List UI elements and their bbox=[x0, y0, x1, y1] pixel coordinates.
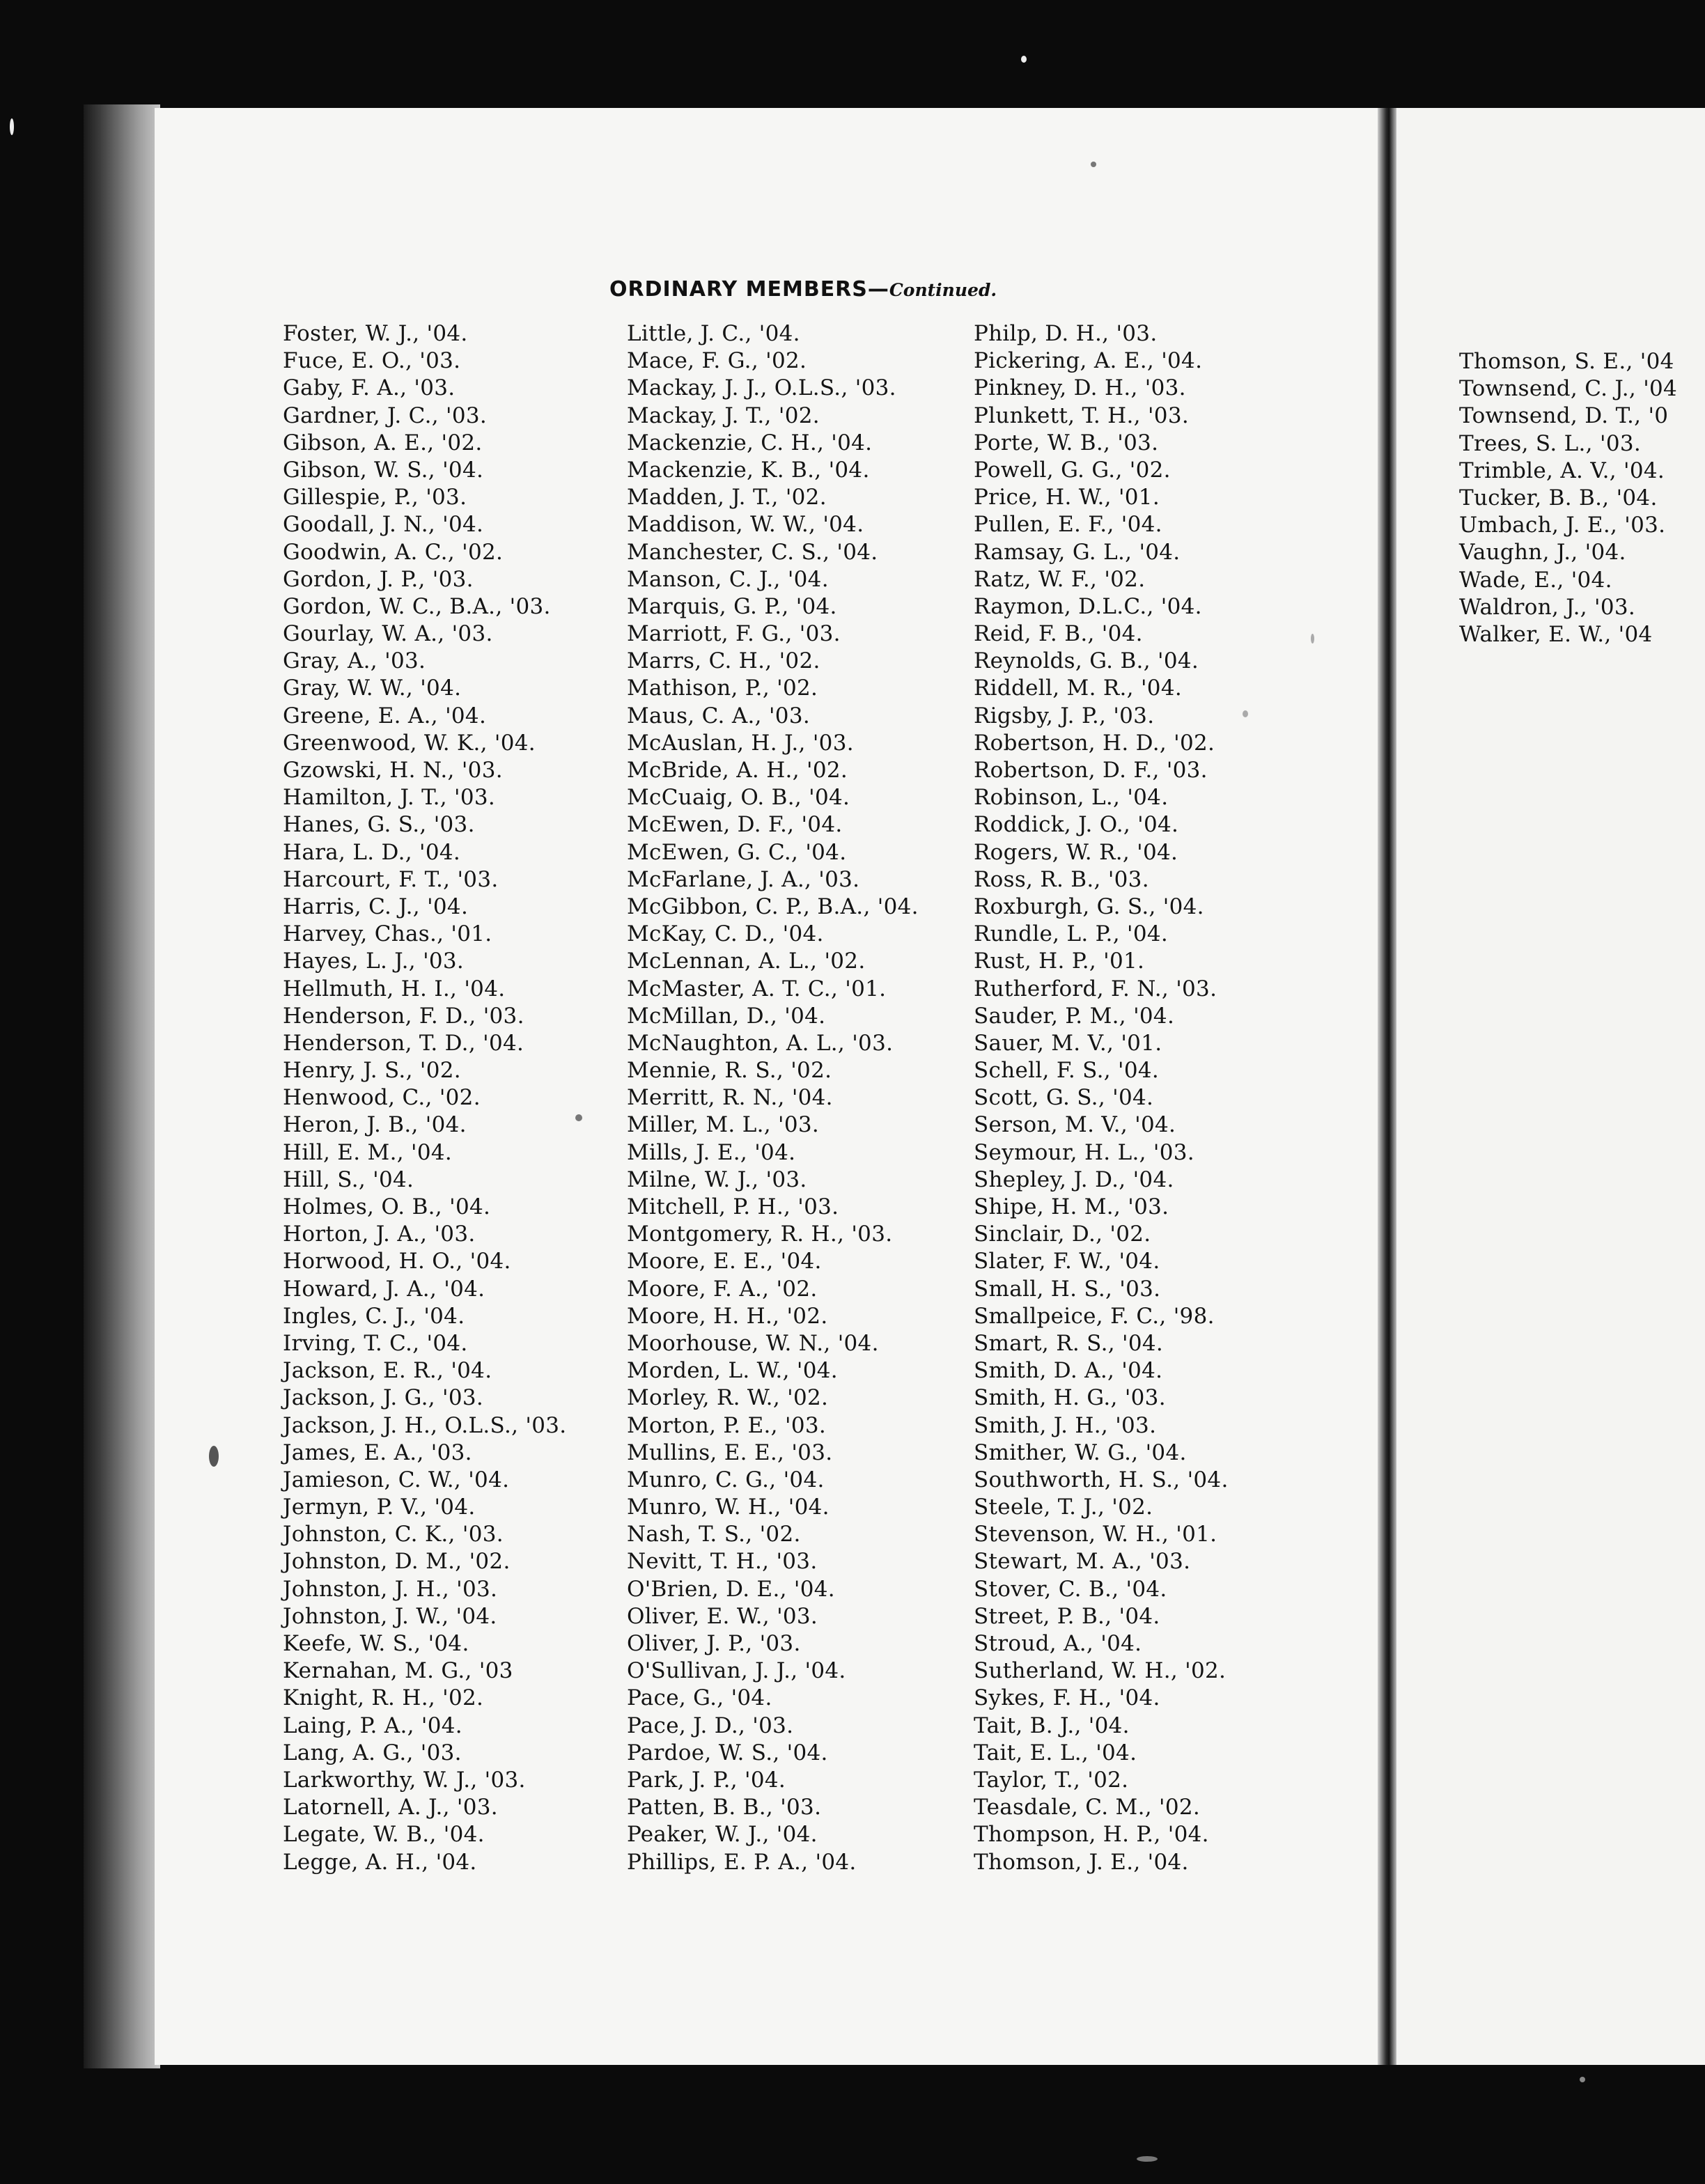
member-entry: Patten, B. B., '03. bbox=[627, 1795, 822, 1820]
member-entry: Gibson, W. S., '04. bbox=[283, 457, 484, 483]
member-entry: McNaughton, A. L., '03. bbox=[627, 1030, 894, 1056]
member-entry: Pickering, A. E., '04. bbox=[974, 348, 1203, 374]
member-entry: Laing, P. A., '04. bbox=[283, 1713, 462, 1738]
member-entry: Moorhouse, W. N., '04. bbox=[627, 1330, 879, 1356]
member-entry: Mills, J. E., '04. bbox=[627, 1139, 796, 1165]
member-entry: Jackson, J. H., O.L.S., '03. bbox=[283, 1412, 567, 1438]
film-mark bbox=[10, 118, 14, 135]
member-entry: Jackson, E. R., '04. bbox=[283, 1358, 492, 1384]
member-entry: Stroud, A., '04. bbox=[974, 1631, 1142, 1656]
member-entry: Marquis, G. P., '04. bbox=[627, 593, 837, 619]
member-entry: Gordon, J. P., '03. bbox=[283, 566, 474, 592]
member-entry: Porte, W. B., '03. bbox=[974, 430, 1159, 455]
member-entry: Umbach, J. E., '03. bbox=[1459, 513, 1666, 538]
film-mark bbox=[1021, 56, 1027, 63]
member-entry: Sutherland, W. H., '02. bbox=[974, 1658, 1227, 1684]
member-entry: Thompson, H. P., '04. bbox=[974, 1822, 1209, 1848]
member-entry: Johnston, J. W., '04. bbox=[283, 1603, 497, 1629]
member-entry: Gray, W. W., '04. bbox=[283, 676, 462, 701]
member-entry: Plunkett, T. H., '03. bbox=[974, 403, 1190, 428]
member-entry: Marriott, F. G., '03. bbox=[627, 621, 841, 647]
member-entry: Gardner, J. C., '03. bbox=[283, 403, 488, 428]
member-entry: Tait, E. L., '04. bbox=[974, 1740, 1137, 1765]
member-entry: Rogers, W. R., '04. bbox=[974, 839, 1178, 865]
member-entry: Thomson, J. E., '04. bbox=[974, 1849, 1189, 1875]
member-entry: Greenwood, W. K., '04. bbox=[283, 730, 536, 756]
member-entry: Hara, L. D., '04. bbox=[283, 839, 461, 865]
member-entry: Mackenzie, K. B., '04. bbox=[627, 457, 870, 483]
member-entry: Moore, E. E., '04. bbox=[627, 1249, 822, 1274]
member-entry: Legge, A. H., '04. bbox=[283, 1849, 477, 1875]
heading-continued: Continued. bbox=[889, 280, 997, 300]
member-entry: Merritt, R. N., '04. bbox=[627, 1085, 833, 1111]
member-entry: James, E. A., '03. bbox=[283, 1440, 472, 1465]
member-entry: Greene, E. A., '04. bbox=[283, 703, 487, 728]
member-entry: Morton, P. E., '03. bbox=[627, 1412, 827, 1438]
member-entry: Hellmuth, H. I., '04. bbox=[283, 976, 506, 1001]
member-entry: Foster, W. J., '04. bbox=[283, 321, 468, 346]
member-entry: Tait, B. J., '04. bbox=[974, 1713, 1130, 1738]
member-entry: McMaster, A. T. C., '01. bbox=[627, 976, 887, 1001]
speck bbox=[209, 1446, 219, 1467]
member-entry: Johnston, D. M., '02. bbox=[283, 1549, 511, 1575]
member-entry: Pace, G., '04. bbox=[627, 1685, 772, 1711]
member-entry: Price, H. W., '01. bbox=[974, 485, 1160, 510]
member-entry: Hill, E. M., '04. bbox=[283, 1139, 453, 1165]
member-entry: Mathison, P., '02. bbox=[627, 676, 818, 701]
member-entry: Reynolds, G. B., '04. bbox=[974, 648, 1199, 674]
member-entry: Trimble, A. V., '04. bbox=[1459, 458, 1665, 483]
member-entry: Seymour, H. L., '03. bbox=[974, 1139, 1194, 1165]
member-entry: Smith, J. H., '03. bbox=[974, 1412, 1157, 1438]
member-entry: Townsend, C. J., '04 bbox=[1459, 376, 1678, 402]
member-entry: Latornell, A. J., '03. bbox=[283, 1795, 498, 1820]
member-entry: Henderson, F. D., '03. bbox=[283, 1003, 524, 1029]
member-entry: Jackson, J. G., '03. bbox=[283, 1385, 484, 1411]
member-entry: Park, J. P., '04. bbox=[627, 1767, 786, 1793]
member-entry: Tucker, B. B., '04. bbox=[1459, 485, 1658, 510]
member-entry: Moore, H. H., '02. bbox=[627, 1303, 828, 1329]
member-entry: Knight, R. H., '02. bbox=[283, 1685, 484, 1711]
member-entry: Sauder, P. M., '04. bbox=[974, 1003, 1175, 1029]
member-entry: Henwood, C., '02. bbox=[283, 1085, 481, 1111]
member-entry: Townsend, D. T., '0 bbox=[1459, 403, 1669, 429]
member-entry: Ross, R. B., '03. bbox=[974, 866, 1149, 892]
member-entry: Stevenson, W. H., '01. bbox=[974, 1522, 1217, 1547]
member-entry: Horton, J. A., '03. bbox=[283, 1222, 476, 1247]
heading-main: ORDINARY MEMBERS— bbox=[609, 277, 889, 302]
member-entry: Stewart, M. A., '03. bbox=[974, 1549, 1191, 1575]
member-entry: Maddison, W. W., '04. bbox=[627, 512, 864, 538]
member-entry: Stover, C. B., '04. bbox=[974, 1576, 1167, 1602]
member-entry: McFarlane, J. A., '03. bbox=[627, 866, 860, 892]
member-entry: Walker, E. W., '04 bbox=[1459, 621, 1653, 647]
member-entry: Keefe, W. S., '04. bbox=[283, 1631, 469, 1656]
member-entry: Lang, A. G., '03. bbox=[283, 1740, 462, 1765]
member-entry: Milne, W. J., '03. bbox=[627, 1167, 807, 1192]
member-entry: Sykes, F. H., '04. bbox=[974, 1685, 1160, 1711]
member-entry: Hayes, L. J., '03. bbox=[283, 949, 465, 974]
member-entry: Johnston, J. H., '03. bbox=[283, 1576, 498, 1602]
member-entry: Ingles, C. J., '04. bbox=[283, 1303, 465, 1329]
member-entry: Shipe, H. M., '03. bbox=[974, 1194, 1169, 1219]
member-column-3 bbox=[974, 320, 1229, 1876]
member-entry: Wade, E., '04. bbox=[1459, 567, 1612, 593]
member-entry: Smither, W. G., '04. bbox=[974, 1440, 1187, 1465]
member-entry: Rigsby, J. P., '03. bbox=[974, 703, 1155, 728]
member-entry: Harris, C. J., '04. bbox=[283, 894, 469, 919]
member-entry: Hill, S., '04. bbox=[283, 1167, 414, 1192]
member-entry: Taylor, T., '02. bbox=[974, 1767, 1129, 1793]
member-entry: Harcourt, F. T., '03. bbox=[283, 866, 499, 892]
book-gutter bbox=[1378, 108, 1396, 2065]
member-entry: Roxburgh, G. S., '04. bbox=[974, 894, 1204, 919]
member-entry: Trees, S. L., '03. bbox=[1459, 430, 1642, 456]
member-entry: Nash, T. S., '02. bbox=[627, 1522, 801, 1547]
member-entry: Phillips, E. P. A., '04. bbox=[627, 1849, 857, 1875]
member-entry: McKay, C. D., '04. bbox=[627, 921, 824, 947]
member-entry: Mitchell, P. H., '03. bbox=[627, 1194, 839, 1219]
member-entry: Mennie, R. S., '02. bbox=[627, 1058, 832, 1084]
member-entry: Waldron, J., '03. bbox=[1459, 594, 1636, 620]
member-entry: McEwen, D. F., '04. bbox=[627, 812, 843, 838]
member-entry: Serson, M. V., '04. bbox=[974, 1112, 1176, 1138]
member-entry: Hamilton, J. T., '03. bbox=[283, 785, 496, 811]
member-entry: Powell, G. G., '02. bbox=[974, 457, 1171, 483]
member-entry: Horwood, H. O., '04. bbox=[283, 1249, 511, 1274]
member-entry: McBride, A. H., '02. bbox=[627, 758, 848, 783]
member-entry: Mackay, J. J., O.L.S., '03. bbox=[627, 375, 896, 401]
member-column-4 bbox=[1459, 348, 1677, 648]
member-entry: Goodwin, A. C., '02. bbox=[283, 539, 504, 565]
member-entry: Sauer, M. V., '01. bbox=[974, 1030, 1162, 1056]
member-column-2 bbox=[627, 320, 919, 1876]
member-entry: Hanes, G. S., '03. bbox=[283, 812, 475, 838]
member-entry: Kernahan, M. G., '03 bbox=[283, 1658, 513, 1684]
member-entry: Maus, C. A., '03. bbox=[627, 703, 810, 728]
member-entry: Southworth, H. S., '04. bbox=[974, 1467, 1229, 1492]
member-entry: Pinkney, D. H., '03. bbox=[974, 375, 1186, 401]
member-entry: Irving, T. C., '04. bbox=[283, 1330, 468, 1356]
member-entry: Reid, F. B., '04. bbox=[974, 621, 1143, 647]
member-entry: Munro, C. G., '04. bbox=[627, 1467, 825, 1492]
member-entry: Peaker, W. J., '04. bbox=[627, 1822, 818, 1848]
member-entry: Raymon, D.L.C., '04. bbox=[974, 593, 1202, 619]
member-entry: Jamieson, C. W., '04. bbox=[283, 1467, 510, 1492]
member-entry: Nevitt, T. H., '03. bbox=[627, 1549, 818, 1575]
member-entry: Manchester, C. S., '04. bbox=[627, 539, 878, 565]
member-entry: Gillespie, P., '03. bbox=[283, 485, 467, 510]
member-entry: Harvey, Chas., '01. bbox=[283, 921, 492, 947]
speck bbox=[575, 1114, 582, 1121]
member-entry: O'Sullivan, J. J., '04. bbox=[627, 1658, 846, 1684]
speck bbox=[1311, 634, 1314, 644]
member-entry: Gaby, F. A., '03. bbox=[283, 375, 456, 401]
member-entry: Oliver, E. W., '03. bbox=[627, 1603, 818, 1629]
member-entry: Schell, F. S., '04. bbox=[974, 1058, 1160, 1084]
member-entry: Ratz, W. F., '02. bbox=[974, 566, 1146, 592]
member-entry: Scott, G. S., '04. bbox=[974, 1085, 1154, 1111]
film-mark bbox=[1137, 2156, 1158, 2162]
member-entry: Morden, L. W., '04. bbox=[627, 1358, 838, 1384]
member-entry: Pardoe, W. S., '04. bbox=[627, 1740, 828, 1765]
member-entry: Slater, F. W., '04. bbox=[974, 1249, 1160, 1274]
member-entry: McGibbon, C. P., B.A., '04. bbox=[627, 894, 919, 919]
member-entry: Robertson, H. D., '02. bbox=[974, 730, 1215, 756]
member-entry: Moore, F. A., '02. bbox=[627, 1276, 818, 1302]
member-entry: Mullins, E. E., '03. bbox=[627, 1440, 833, 1465]
member-entry: Teasdale, C. M., '02. bbox=[974, 1795, 1201, 1820]
page-stack-edge bbox=[84, 104, 160, 2068]
member-entry: Mackenzie, C. H., '04. bbox=[627, 430, 873, 455]
member-entry: Manson, C. J., '04. bbox=[627, 566, 829, 592]
member-entry: Fuce, E. O., '03. bbox=[283, 348, 461, 374]
member-entry: Henderson, T. D., '04. bbox=[283, 1030, 524, 1056]
member-entry: Marrs, C. H., '02. bbox=[627, 648, 820, 674]
member-entry: Morley, R. W., '02. bbox=[627, 1385, 829, 1411]
member-entry: Sinclair, D., '02. bbox=[974, 1222, 1151, 1247]
member-entry: Philp, D. H., '03. bbox=[974, 321, 1158, 346]
member-entry: Smart, R. S., '04. bbox=[974, 1330, 1164, 1356]
member-entry: Munro, W. H., '04. bbox=[627, 1495, 830, 1520]
member-entry: Heron, J. B., '04. bbox=[283, 1112, 467, 1138]
member-entry: Little, J. C., '04. bbox=[627, 321, 800, 346]
member-entry: Jermyn, P. V., '04. bbox=[283, 1495, 476, 1520]
member-entry: Mackay, J. T., '02. bbox=[627, 403, 820, 428]
member-entry: Vaughn, J., '04. bbox=[1459, 540, 1626, 566]
member-entry: Holmes, O. B., '04. bbox=[283, 1194, 491, 1219]
member-entry: Smith, D. A., '04. bbox=[974, 1358, 1163, 1384]
member-entry: Gibson, A. E., '02. bbox=[283, 430, 483, 455]
member-entry: Ramsay, G. L., '04. bbox=[974, 539, 1181, 565]
member-entry: Gordon, W. C., B.A., '03. bbox=[283, 593, 551, 619]
member-column-1 bbox=[283, 320, 566, 1876]
member-entry: Riddell, M. R., '04. bbox=[974, 676, 1183, 701]
member-entry: McEwen, G. C., '04. bbox=[627, 839, 847, 865]
member-entry: Madden, J. T., '02. bbox=[627, 485, 827, 510]
member-entry: Legate, W. B., '04. bbox=[283, 1822, 485, 1848]
member-entry: Pace, J. D., '03. bbox=[627, 1713, 794, 1738]
page-heading bbox=[609, 277, 997, 302]
speck bbox=[1243, 710, 1248, 717]
member-entry: Pullen, E. F., '04. bbox=[974, 512, 1162, 538]
member-entry: Goodall, J. N., '04. bbox=[283, 512, 484, 538]
member-entry: Oliver, J. P., '03. bbox=[627, 1631, 801, 1656]
member-entry: Rust, H. P., '01. bbox=[974, 949, 1145, 974]
member-entry: Mace, F. G., '02. bbox=[627, 348, 807, 374]
speck bbox=[1580, 2077, 1585, 2082]
speck bbox=[1091, 162, 1096, 167]
member-entry: Robertson, D. F., '03. bbox=[974, 758, 1208, 783]
member-entry: McMillan, D., '04. bbox=[627, 1003, 826, 1029]
member-entry: Gzowski, H. N., '03. bbox=[283, 758, 503, 783]
member-entry: Roddick, J. O., '04. bbox=[974, 812, 1179, 838]
member-entry: Larkworthy, W. J., '03. bbox=[283, 1767, 526, 1793]
member-entry: Rutherford, F. N., '03. bbox=[974, 976, 1217, 1001]
member-entry: Montgomery, R. H., '03. bbox=[627, 1222, 893, 1247]
member-entry: Gourlay, W. A., '03. bbox=[283, 621, 493, 647]
member-entry: Small, H. S., '03. bbox=[974, 1276, 1161, 1302]
member-entry: Henry, J. S., '02. bbox=[283, 1058, 461, 1084]
member-entry: Smith, H. G., '03. bbox=[974, 1385, 1166, 1411]
member-entry: Gray, A., '03. bbox=[283, 648, 426, 674]
member-entry: McCuaig, O. B., '04. bbox=[627, 785, 850, 811]
member-entry: O'Brien, D. E., '04. bbox=[627, 1576, 835, 1602]
member-entry: Street, P. B., '04. bbox=[974, 1603, 1160, 1629]
member-entry: Steele, T. J., '02. bbox=[974, 1495, 1153, 1520]
member-entry: Robinson, L., '04. bbox=[974, 785, 1169, 811]
member-entry: Miller, M. L., '03. bbox=[627, 1112, 820, 1138]
member-entry: Howard, J. A., '04. bbox=[283, 1276, 485, 1302]
member-entry: Shepley, J. D., '04. bbox=[974, 1167, 1174, 1192]
member-entry: Johnston, C. K., '03. bbox=[283, 1522, 504, 1547]
member-entry: Smallpeice, F. C., '98. bbox=[974, 1303, 1215, 1329]
member-entry: McAuslan, H. J., '03. bbox=[627, 730, 854, 756]
member-entry: Thomson, S. E., '04 bbox=[1459, 349, 1674, 374]
member-entry: Rundle, L. P., '04. bbox=[974, 921, 1169, 947]
member-entry: McLennan, A. L., '02. bbox=[627, 949, 866, 974]
